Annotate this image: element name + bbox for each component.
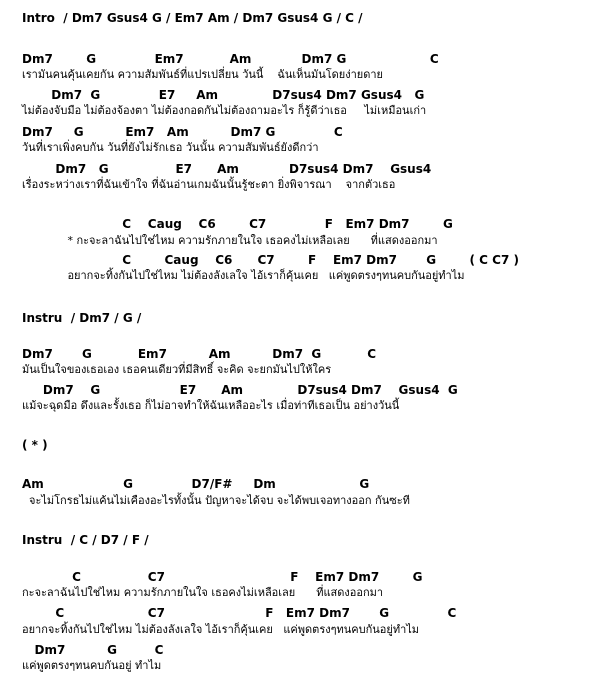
chord-line: Dm7 G Em7 Am Dm7 G C	[22, 347, 377, 361]
lyric-line: ไม่ต้องจับมือ ไม่ต้องจ้องตา ไม่ต้องกอดกันไม่ต้องถามอะไร ก็รู้ดีว่าเธอ ไม่เหมือนเก่า	[22, 104, 427, 117]
chord-line: Dm7 G Em7 Am Dm7 G C	[22, 125, 343, 139]
chorus-lyric-line: อยากจะทิ้งกันไปใช่ไหม ไม่ต้องลังเลใจ ไอ้เราก็คุ้นเคย แค่พูดตรงๆทนคบกันอยู่ทำไม	[22, 269, 465, 282]
chord-line: Dm7 G C	[22, 643, 164, 657]
lyric-line: กะจะลาฉันไปใช่ไหม ความรักภายในใจ เธอคงไม่เหลือเลย ที่แสดงออกมา	[22, 586, 384, 599]
lyric-line: แม้จะฉุดมือ ดึงและรั้งเธอ ก็ไม่อาจทำให้ฉันเหลืออะไร เมื่อท่าทีเธอเป็น อย่างวันนี้	[22, 399, 400, 412]
chord-line: C C7 F Em7 Dm7 G C	[22, 606, 457, 620]
lyric-line: มันเป็นใจของเธอเอง เธอคนเดียวที่มีสิทธิ์ จะคิด จะยกมันไปให้ใคร	[22, 363, 332, 376]
chord-line: Dm7 G E7 Am D7sus4 Dm7 Gsus4	[22, 162, 432, 176]
chorus-repeat-mark: ( * )	[22, 438, 48, 452]
lyric-line: อยากจะทิ้งกันไปใช่ไหม ไม่ต้องลังเลใจ ไอ้เราก็คุ้นเคย แค่พูดตรงๆทนคบกันอยู่ทำไม	[22, 623, 420, 636]
chorus-lyric-line: * กะจะลาฉันไปใช่ไหม ความรักภายในใจ เธอคงไม่เหลือเลย ที่แสดงออกมา	[22, 234, 438, 247]
lyric-line: เรามันคนคุ้นเคยกัน ความสัมพันธ์ที่แปรเปลี่ยน วันนี้ ฉันเห็นมันโดยง่ายดาย	[22, 68, 383, 81]
instru-line: Instru / Dm7 / G /	[22, 311, 142, 325]
chord-line: Dm7 G E7 Am D7sus4 Dm7 Gsus4 G	[22, 88, 425, 102]
instru-line: Instru / C / D7 / F /	[22, 533, 149, 547]
chorus-chord-line: C Caug C6 C7 F Em7 Dm7 G	[22, 217, 453, 231]
chord-line: Am G D7/F# Dm G	[22, 477, 370, 491]
lyric-line: จะไม่โกรธไม่แค้นไม่เคืองอะไรทั้งนั้น ปัญหาจะได้จบ จะได้พบเจอทางออก กันซะที	[22, 494, 410, 507]
lyric-line: เรื่องระหว่างเราที่ฉันเข้าใจ ที่ฉันอ่านเกมฉันนั้นรู้ชะตา ยิ่งพิจารณา จากตัวเธอ	[22, 178, 396, 191]
intro-line: Intro / Dm7 Gsus4 G / Em7 Am / Dm7 Gsus4 G / C /	[22, 11, 363, 25]
chord-line: C C7 F Em7 Dm7 G	[22, 570, 423, 584]
chord-line: Dm7 G E7 Am D7sus4 Dm7 Gsus4 G	[22, 383, 458, 397]
lyric-line: แค่พูดตรงๆทนคบกันอยู่ ทำไม	[22, 659, 162, 672]
chorus-chord-line: C Caug C6 C7 F Em7 Dm7 G ( C C7 )	[22, 253, 519, 267]
chord-line: Dm7 G Em7 Am Dm7 G C	[22, 52, 439, 66]
lyric-line: วันที่เราเพิ่งคบกัน วันที่ยังไม่รักเธอ วันนั้น ความสัมพันธ์ยังดีกว่า	[22, 141, 319, 154]
